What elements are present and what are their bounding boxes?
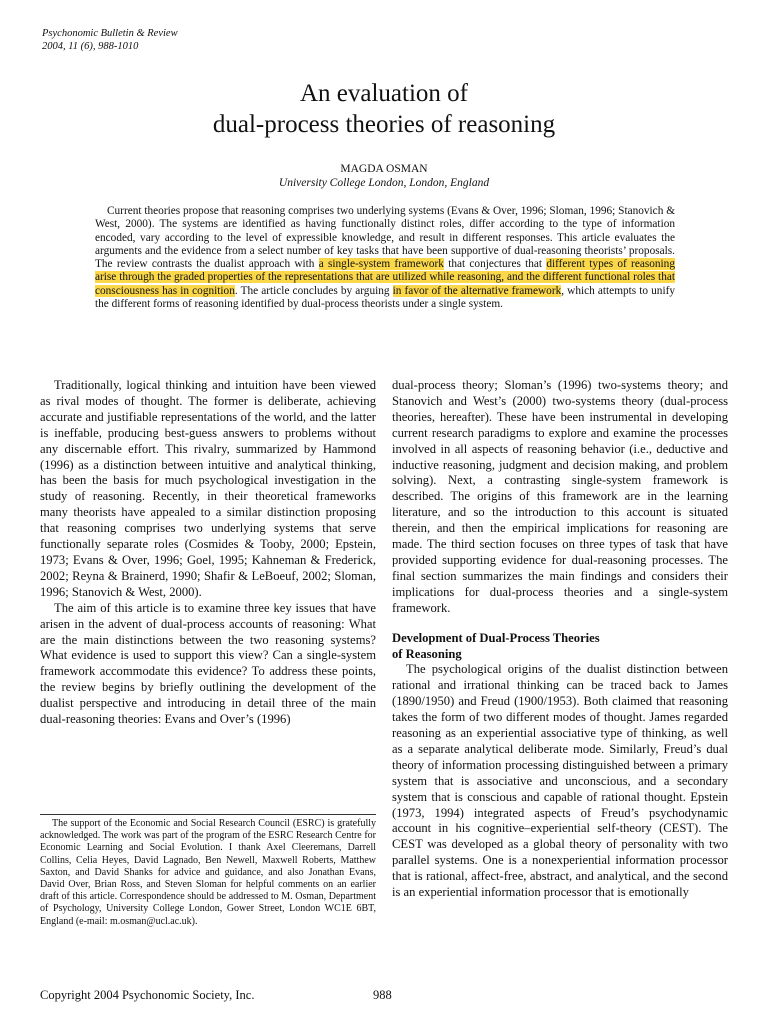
section-heading-line-2: of Reasoning [392,646,462,661]
journal-volume: 2004, 11 (6), 988-1010 [42,41,139,52]
body-paragraph-1: Traditionally, logical thinking and intuition have been viewed as rival modes of thought. The former is deliberate, achieving accurate and justifiable representations of the world, and the latter is ineffable, producing best-guess answers to problems without any discernable effort. This rivalry, summarized by Hammond (1996) as a distinction between intuitive and analytical thinking, has been the basis for much psychological investigation in the study of reasoning. Recently, in their theoretical frameworks many theorists have appealed to a similar distinction proposing that reasoning comprises two underlying systems that serve functionally separate roles (Cosmides & Tooby, 2000; Epstein, 1973; Evans & Over, 1996; Goel, 1995; Kahneman & Frederick, 2002; Reyna & Brainerd, 1990; Shafir & LeBoeuf, 2002; Sloman, 1996; Stanovich & West, 2000). [40,378,376,599]
author-affiliation: University College London, London, England [278,177,490,189]
body-paragraph-3: dual-process theory; Sloman’s (1996) two-systems theory; and Stanovich and West’s (2000) two-systems theory (dual-process theories, hereafter). These have been instrumental in developing current research paradigms to explore and examine the processes involved in all aspects of reasoning behavior (i.e., deductive and inductive reasoning, judgment and decision making, and problem solving). Next, a contrasting single-system framework is described. The origins of this framework are in the learning literature, and so the introduction to this account is situated therein, and then the empirical implications for reasoning are made. The third section focuses on three types of task that have provided supporting evidence for dual-reasoning processes. The final section summarizes the main findings and considers their implications for dual-process theories and a single-system framework. [392,378,728,615]
copyright-notice: Copyright 2004 Psychonomic Society, Inc. [40,988,255,1002]
section-heading [392,631,728,663]
highlight-alternative-framework: in favor of the alternative framework [392,284,562,297]
journal-name: Psychonomic Bulletin & Review [42,28,178,39]
highlight-single-system: a single-system framework [318,258,444,271]
section-heading-line-1: Development of Dual-Process Theories [392,630,600,645]
abstract-paragraph [95,205,675,311]
abstract-text-2: that conjectures that [443,258,547,271]
article-title [0,78,768,140]
left-column [40,378,376,728]
footnote [40,818,376,928]
title-line-1: An evaluation of [299,80,468,107]
footnote-divider [40,814,376,815]
title-line-2: dual-process theories of reasoning [212,111,556,138]
page-number: 988 [373,988,392,1002]
body-paragraph-2: The aim of this article is to examine three key issues that have arisen in the advent of dual-process accounts of reasoning: What are the main distinctions between the two reasoning systems? What evidence is used to support this view? Can a single-system framework accommodate this evidence? To address these points, the review begins by briefly outlining the development of the dualist perspective and introducing in detail three of the main dual-reasoning theories: Evans and Over’s (1996) [40,600,376,727]
highlight-graded-properties: different types of reasoning arise through the graded properties of the representations that are utilized while reasoning, and the different functional roles that consciousness has in cognition [95,258,675,297]
abstract-text-4: , which attempts to unify the different forms of reasoning identified by dual-process theorists under a single system. [95,284,676,311]
right-column [392,378,728,901]
abstract-text-1: Current theories propose that reasoning comprises two underlying systems (Evans & Over, 1996; Sloman, 1996; Stanovich & West, 2000). The systems are identified as having functionally distinct roles, differ according to the type of information encoded, vary according to the level of expressible knowledge, and result in different responses. This article evaluates the arguments and the evidence from a select number of key tasks that have been supportive of dual-reasoning theorists’ proposals. The review contrasts the dualist approach with [95,205,675,271]
body-paragraph-4: The psychological origins of the dualist distinction between rational and irrational thinking can be traced back to James (1890/1950) and Freud (1900/1953). Both claimed that reasoning takes the form of two different modes of thought. James regarded reasoning as an experiential associative type of thinking, as well as a separate analytical deliberate mode. Similarly, Freud’s dual theory of information processing distinguished between a primary system that is associative and unconscious, and a secondary system that is conscious and capable of rational thought. Epstein (1973, 1994) integrated aspects of Freud’s psychodynamic account in his cognitive–experiential self-theory (CEST). The CEST was developed as a global theory of personality with two parallel systems. One is a nonexperiential information processor that is rational, affect-free, abstract, and analytical, and the second is an experiential information processor that is emotionally [392,662,728,900]
footnote-text: The support of the Economic and Social Research Council (ESRC) is gratefully acknowledged. The work was part of the program of the ESRC Research Centre for Economic Learning and Social Evolution. I thank Axel Cleeremans, Darrell Collins, Celia Heyes, David Lagnado, Ben Newell, Maxwell Roberts, Matthew Saxton, and David Shanks for advice and guidance, and also Jonathan Evans, David Over, Brian Ross, and Steven Sloman for helpful comments on an earlier draft of this article. Correspondence should be addressed to M. Osman, Department of Psychology, University College London, Gower Street, London WC1E 6BT, England (e-mail: m.osman@ucl.ac.uk). [40,818,376,927]
journal-citation [42,27,178,53]
abstract-text-3: . The article concludes by arguing [234,284,393,297]
author-name: MAGDA OSMAN [340,163,428,175]
abstract [95,205,675,311]
